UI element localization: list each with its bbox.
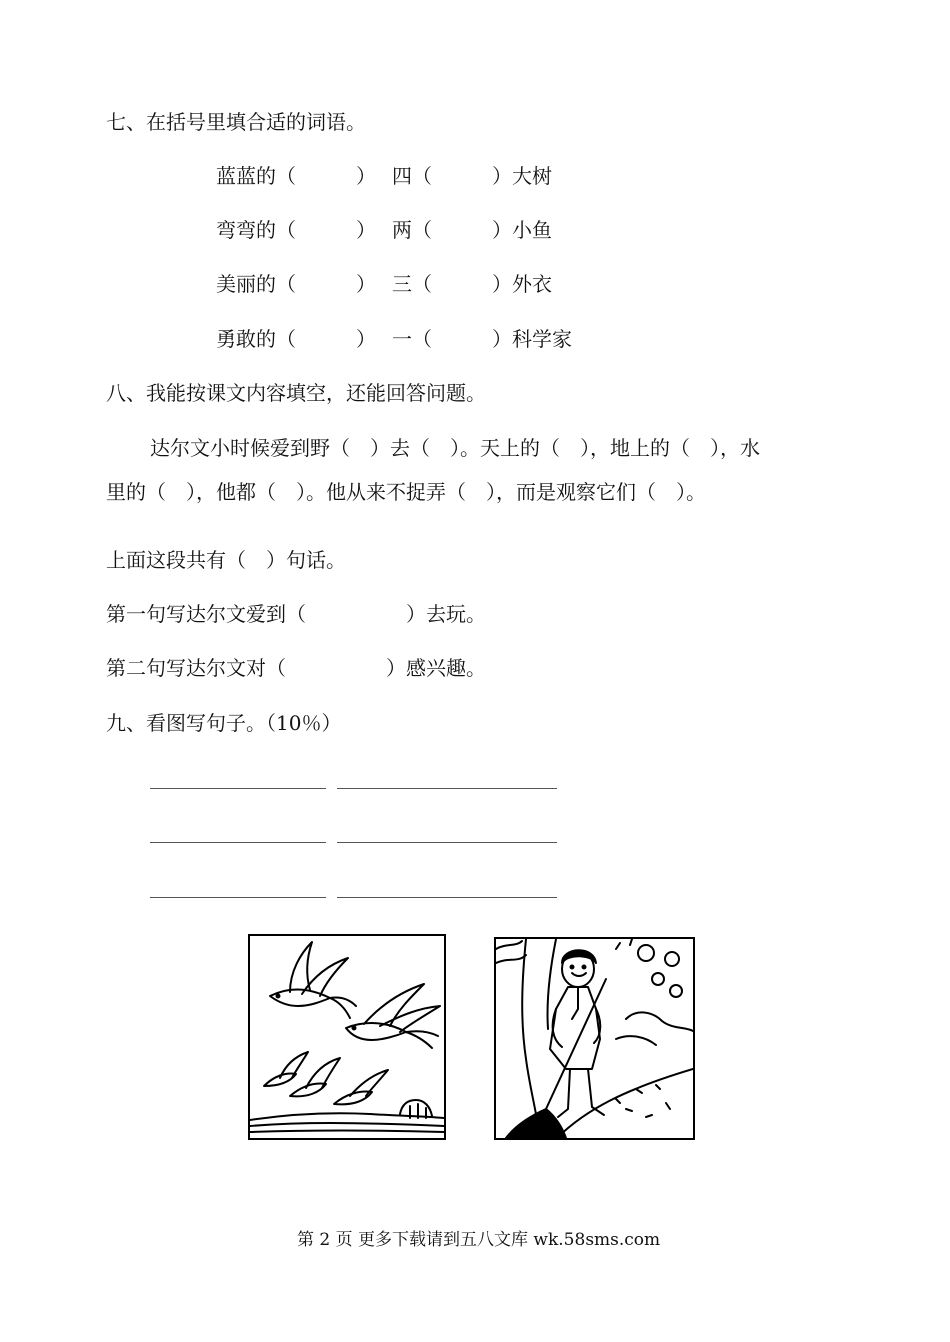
fill-row-2-left: 弯弯的（ ） [216, 218, 376, 242]
answer-line-1b [337, 788, 557, 789]
answer-line-1a [150, 788, 326, 789]
section9-title: 九、看图写句子。（10％） [106, 711, 342, 735]
answer-line-3a [150, 897, 326, 898]
answer-line-2b [337, 842, 557, 843]
fill-row-3-right: 三（ ）外衣 [392, 272, 552, 296]
section7-title: 七、在括号里填合适的词语。 [106, 110, 366, 134]
passage-line-1: 达尔文小时候爱到野（ ）去（ ）。天上的（ ），地上的（ ），水 [150, 436, 760, 460]
fill-row-2-right: 两（ ）小鱼 [392, 218, 552, 242]
fill-row-1-left: 蓝蓝的（ ） [216, 164, 376, 188]
answer-line-2a [150, 842, 326, 843]
girl-sweeping-picture [494, 937, 695, 1140]
passage-line-2: 里的（ ），他都（ ）。他从来不捉弄（ ），而是观察它们（ ）。 [106, 480, 706, 504]
girl-sweeping-illustration-icon [496, 939, 693, 1138]
question-3: 第二句写达尔文对（ ）感兴趣。 [106, 656, 486, 680]
birds-picture [248, 934, 446, 1140]
fill-row-4-right: 一（ ）科学家 [392, 327, 572, 351]
fill-row-3-left: 美丽的（ ） [216, 272, 376, 296]
birds-illustration-icon [250, 936, 444, 1138]
fill-row-4-left: 勇敢的（ ） [216, 327, 376, 351]
section8-title: 八、我能按课文内容填空，还能回答问题。 [106, 381, 486, 405]
fill-row-1-right: 四（ ）大树 [392, 164, 552, 188]
question-2: 第一句写达尔文爱到（ ）去玩。 [106, 602, 486, 626]
answer-line-3b [337, 897, 557, 898]
page-footer: 第 2 页 更多下载请到五八文库 wk.58sms.com [297, 1230, 661, 1250]
question-1: 上面这段共有（ ）句话。 [106, 548, 346, 572]
